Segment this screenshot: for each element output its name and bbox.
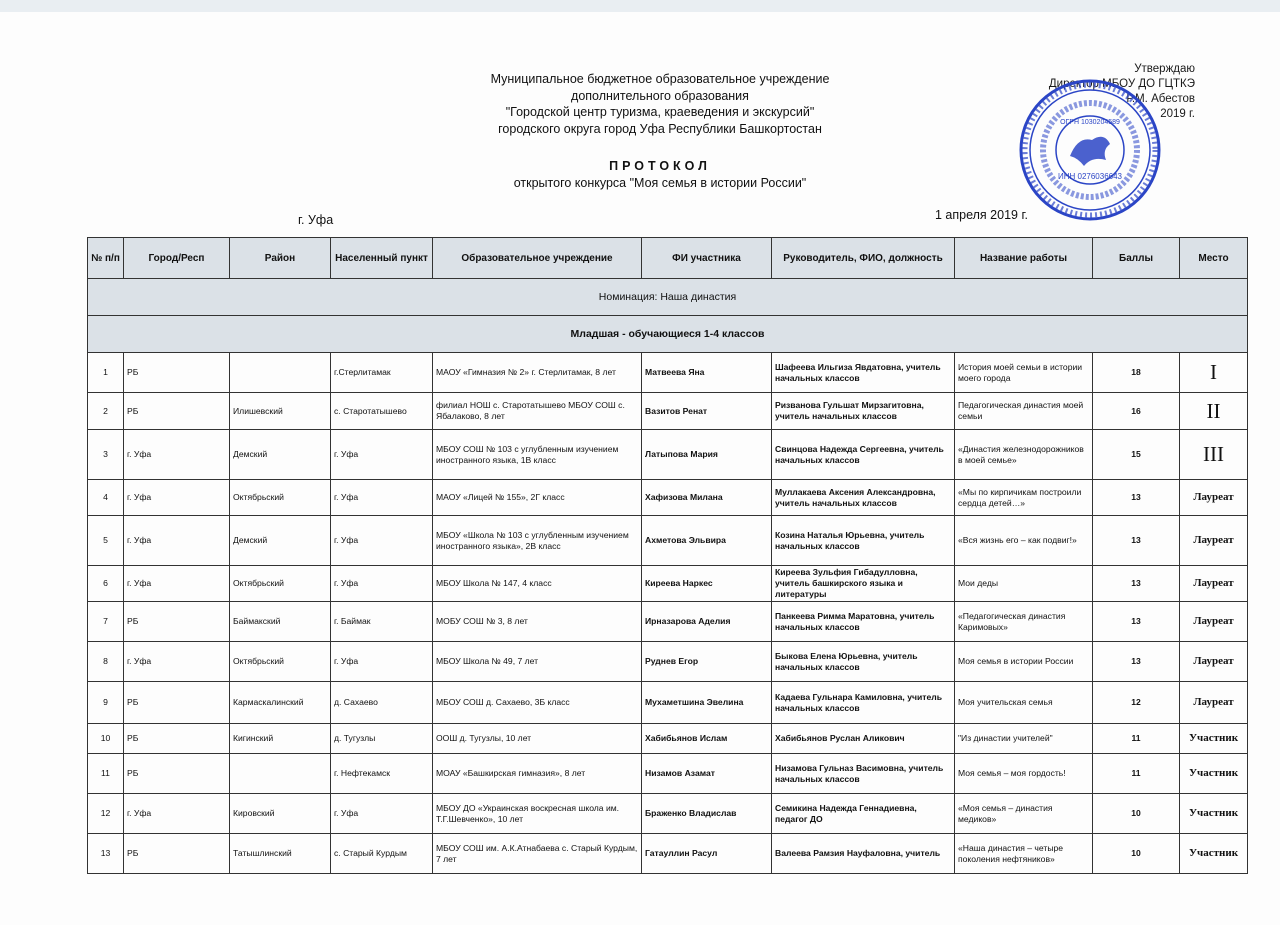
approval-line-1: Утверждаю (1134, 63, 1195, 75)
district-cell: Кигинский (230, 724, 331, 754)
place-cell: I (1180, 353, 1248, 393)
locality-cell: г. Уфа (331, 516, 433, 566)
col-locality: Населенный пункт (331, 238, 433, 279)
district-cell: Татышлинский (230, 834, 331, 874)
school-cell: МБОУ СОШ № 103 с углубленным изучением иностранного языка, 1В класс (433, 430, 642, 480)
points-cell: 15 (1093, 430, 1180, 480)
locality-cell: г.Стерлитамак (331, 353, 433, 393)
points-cell: 13 (1093, 480, 1180, 516)
points-cell: 11 (1093, 724, 1180, 754)
table-row (88, 642, 1248, 682)
stamp-seal (1018, 78, 1162, 222)
district-cell: Демский (230, 516, 331, 566)
locality-cell: с. Старый Курдым (331, 834, 433, 874)
leader-cell: Шафеева Ильгиза Явдатовна, учитель начальных классов (772, 353, 955, 393)
table-row (88, 566, 1248, 602)
region-cell: РБ (124, 724, 230, 754)
locality-cell: г. Уфа (331, 566, 433, 602)
row-number: 13 (88, 834, 124, 874)
region-cell: г. Уфа (124, 430, 230, 480)
participant-cell: Низамов Азамат (642, 754, 772, 794)
row-number: 6 (88, 566, 124, 602)
participant-cell: Гатауллин Расул (642, 834, 772, 874)
work-cell: Моя семья в истории России (955, 642, 1093, 682)
organization-header (440, 71, 880, 137)
points-cell: 16 (1093, 393, 1180, 430)
district-cell (230, 353, 331, 393)
points-cell: 11 (1093, 754, 1180, 794)
locality-cell: г. Нефтекамск (331, 754, 433, 794)
place-cell: Участник (1180, 754, 1248, 794)
locality-cell: г. Баймак (331, 602, 433, 642)
district-cell: Октябрьский (230, 642, 331, 682)
region-cell: РБ (124, 353, 230, 393)
district-cell: Кармаскалинский (230, 682, 331, 724)
approval-line-4: 2019 г. (1160, 108, 1195, 120)
org-line-2: дополнительного образования (571, 88, 749, 103)
age-group-row (88, 316, 1248, 353)
leader-cell: Семикина Надежда Геннадиевна, педагог ДО (772, 794, 955, 834)
school-cell: МБОУ ДО «Украинская воскресная школа им. Т.Г.Шевченко», 10 лет (433, 794, 642, 834)
place-cell: Участник (1180, 794, 1248, 834)
leader-cell: Киреева Зульфия Гибадулловна, учитель башкирского языка и литературы (772, 566, 955, 602)
points-cell: 12 (1093, 682, 1180, 724)
approval-line-2: Директор МБОУ ДО ГЦТКЭ (1048, 78, 1195, 90)
participant-cell: Ахметова Эльвира (642, 516, 772, 566)
region-cell: РБ (124, 834, 230, 874)
work-cell: Мои деды (955, 566, 1093, 602)
school-cell: МОАУ «Башкирская гимназия», 8 лет (433, 754, 642, 794)
points-cell: 18 (1093, 353, 1180, 393)
school-cell: МБОУ СОШ д. Сахаево, 3Б класс (433, 682, 642, 724)
col-work: Название работы (955, 238, 1093, 279)
nomination-label: Номинация: Наша династия (88, 279, 1248, 316)
table-row (88, 430, 1248, 480)
locality-cell: г. Уфа (331, 430, 433, 480)
locality-cell: д. Тугузлы (331, 724, 433, 754)
work-cell: «Династия железнодорожников в моей семье» (955, 430, 1093, 480)
district-cell: Кировский (230, 794, 331, 834)
place-cell: Лауреат (1180, 516, 1248, 566)
district-cell: Демский (230, 430, 331, 480)
table-header-row (88, 238, 1248, 279)
leader-cell: Ризванова Гульшат Мирзагитовна, учитель начальных классов (772, 393, 955, 430)
region-cell: РБ (124, 602, 230, 642)
participant-cell: Хафизова Милана (642, 480, 772, 516)
points-cell: 10 (1093, 834, 1180, 874)
row-number: 10 (88, 724, 124, 754)
participant-cell: Латыпова Мария (642, 430, 772, 480)
work-cell: История моей семьи в истории моего города (955, 353, 1093, 393)
participant-cell: Матвеева Яна (642, 353, 772, 393)
row-number: 7 (88, 602, 124, 642)
leader-cell: Низамова Гульназ Васимовна, учитель начальных классов (772, 754, 955, 794)
row-number: 4 (88, 480, 124, 516)
points-cell: 13 (1093, 516, 1180, 566)
place-cell: Лауреат (1180, 602, 1248, 642)
participant-cell: Хабибьянов Ислам (642, 724, 772, 754)
svg-text:ИНН 0276036643: ИНН 0276036643 (1057, 172, 1123, 181)
row-number: 5 (88, 516, 124, 566)
city-label: г. Уфа (298, 213, 334, 227)
leader-cell: Козина Наталья Юрьевна, учитель начальных классов (772, 516, 955, 566)
work-cell: Педагогическая династия моей семьи (955, 393, 1093, 430)
district-cell: Баймакский (230, 602, 331, 642)
school-cell: МБОУ СОШ им. А.К.Атнабаева с. Старый Курдым, 7 лет (433, 834, 642, 874)
row-number: 3 (88, 430, 124, 480)
age-group-label: Младшая - обучающиеся 1-4 классов (88, 316, 1248, 353)
work-cell: «Наша династия – четыре поколения нефтяников» (955, 834, 1093, 874)
work-cell: Моя семья – моя гордость! (955, 754, 1093, 794)
table-row (88, 682, 1248, 724)
points-cell: 13 (1093, 602, 1180, 642)
leader-cell: Муллакаева Аксения Александровна, учитель начальных классов (772, 480, 955, 516)
participant-cell: Киреева Наркес (642, 566, 772, 602)
school-cell: МОБУ СОШ № 3, 8 лет (433, 602, 642, 642)
leader-cell: Хабибьянов Руслан Аликович (772, 724, 955, 754)
table-row (88, 602, 1248, 642)
date-label: 1 апреля 2019 г. (935, 208, 1028, 222)
col-region: Город/Респ (124, 238, 230, 279)
work-cell: «Мы по кирпичикам построили сердца детей…» (955, 480, 1093, 516)
col-district: Район (230, 238, 331, 279)
row-number: 12 (88, 794, 124, 834)
district-cell: Илишевский (230, 393, 331, 430)
protocol-title: ПРОТОКОЛ (609, 159, 711, 173)
col-number: № п/п (88, 238, 124, 279)
place-cell: Участник (1180, 834, 1248, 874)
region-cell: г. Уфа (124, 642, 230, 682)
table-row (88, 724, 1248, 754)
region-cell: г. Уфа (124, 794, 230, 834)
points-cell: 13 (1093, 642, 1180, 682)
participant-cell: Вазитов Ренат (642, 393, 772, 430)
col-points: Баллы (1093, 238, 1180, 279)
org-line-3: "Городской центр туризма, краеведения и экскурсий" (505, 105, 815, 119)
region-cell: РБ (124, 393, 230, 430)
col-leader: Руководитель, ФИО, должность (772, 238, 955, 279)
school-cell: МАОУ «Гимназия № 2» г. Стерлитамак, 8 лет (433, 353, 642, 393)
work-cell: Моя учительская семья (955, 682, 1093, 724)
district-cell: Октябрьский (230, 480, 331, 516)
locality-cell: г. Уфа (331, 480, 433, 516)
locality-cell: г. Уфа (331, 794, 433, 834)
table-row (88, 480, 1248, 516)
school-cell: МБОУ «Школа № 103 с углубленным изучением иностранного языка», 2В класс (433, 516, 642, 566)
row-number: 1 (88, 353, 124, 393)
region-cell: РБ (124, 682, 230, 724)
school-cell: МБОУ Школа № 49, 7 лет (433, 642, 642, 682)
place-cell: Лауреат (1180, 480, 1248, 516)
region-cell: г. Уфа (124, 516, 230, 566)
col-place: Место (1180, 238, 1248, 279)
district-cell (230, 754, 331, 794)
work-cell: "Из династии учителей" (955, 724, 1093, 754)
points-cell: 13 (1093, 566, 1180, 602)
place-cell: Лауреат (1180, 566, 1248, 602)
work-cell: «Педагогическая династия Каримовых» (955, 602, 1093, 642)
leader-cell: Панкеева Римма Маратовна, учитель начальных классов (772, 602, 955, 642)
leader-cell: Кадаева Гульнара Камиловна, учитель начальных классов (772, 682, 955, 724)
scan-edge (0, 0, 1280, 12)
locality-cell: с. Старотатышево (331, 393, 433, 430)
row-number: 11 (88, 754, 124, 794)
locality-cell: г. Уфа (331, 642, 433, 682)
table-row (88, 794, 1248, 834)
school-cell: ООШ д. Тугузлы, 10 лет (433, 724, 642, 754)
org-line-4: городского округа город Уфа Республики Башкортостан (498, 121, 822, 136)
contest-name: открытого конкурса "Моя семья в истории России" (513, 176, 807, 190)
work-cell: «Вся жизнь его – как подвиг!» (955, 516, 1093, 566)
leader-cell: Свинцова Надежда Сергеевна, учитель начальных классов (772, 430, 955, 480)
table-row (88, 834, 1248, 874)
table-row (88, 754, 1248, 794)
participant-cell: Мухаметшина Эвелина (642, 682, 772, 724)
leader-cell: Валеева Рамзия Науфаловна, учитель (772, 834, 955, 874)
leader-cell: Быкова Елена Юрьевна, учитель начальных классов (772, 642, 955, 682)
col-school: Образовательное учреждение (433, 238, 642, 279)
locality-cell: д. Сахаево (331, 682, 433, 724)
org-line-1: Муниципальное бюджетное образовательное учреждение (490, 72, 830, 86)
place-cell: Лауреат (1180, 682, 1248, 724)
row-number: 9 (88, 682, 124, 724)
place-cell: Участник (1180, 724, 1248, 754)
col-participant: ФИ участника (642, 238, 772, 279)
table-row (88, 393, 1248, 430)
region-cell: РБ (124, 754, 230, 794)
points-cell: 10 (1093, 794, 1180, 834)
participant-cell: Браженко Владислав (642, 794, 772, 834)
results-table (87, 237, 1248, 874)
participant-cell: Ирназарова Аделия (642, 602, 772, 642)
protocol-title-block (440, 158, 880, 192)
row-number: 8 (88, 642, 124, 682)
row-number: 2 (88, 393, 124, 430)
place-cell: III (1180, 430, 1248, 480)
school-cell: филиал НОШ с. Старотатышево МБОУ СОШ с. Ябалаково, 8 лет (433, 393, 642, 430)
school-cell: МАОУ «Лицей № 155», 2Г класс (433, 480, 642, 516)
table-row (88, 353, 1248, 393)
work-cell: «Моя семья – династия медиков» (955, 794, 1093, 834)
approval-line-3: Р.М. Абестов (1126, 93, 1195, 105)
district-cell: Октябрьский (230, 566, 331, 602)
region-cell: г. Уфа (124, 480, 230, 516)
nomination-row (88, 279, 1248, 316)
participant-cell: Руднев Егор (642, 642, 772, 682)
svg-text:ОГРН 1030204589: ОГРН 1030204589 (1060, 119, 1120, 126)
region-cell: г. Уфа (124, 566, 230, 602)
table-row (88, 516, 1248, 566)
place-cell: Лауреат (1180, 642, 1248, 682)
school-cell: МБОУ Школа № 147, 4 класс (433, 566, 642, 602)
place-cell: II (1180, 393, 1248, 430)
